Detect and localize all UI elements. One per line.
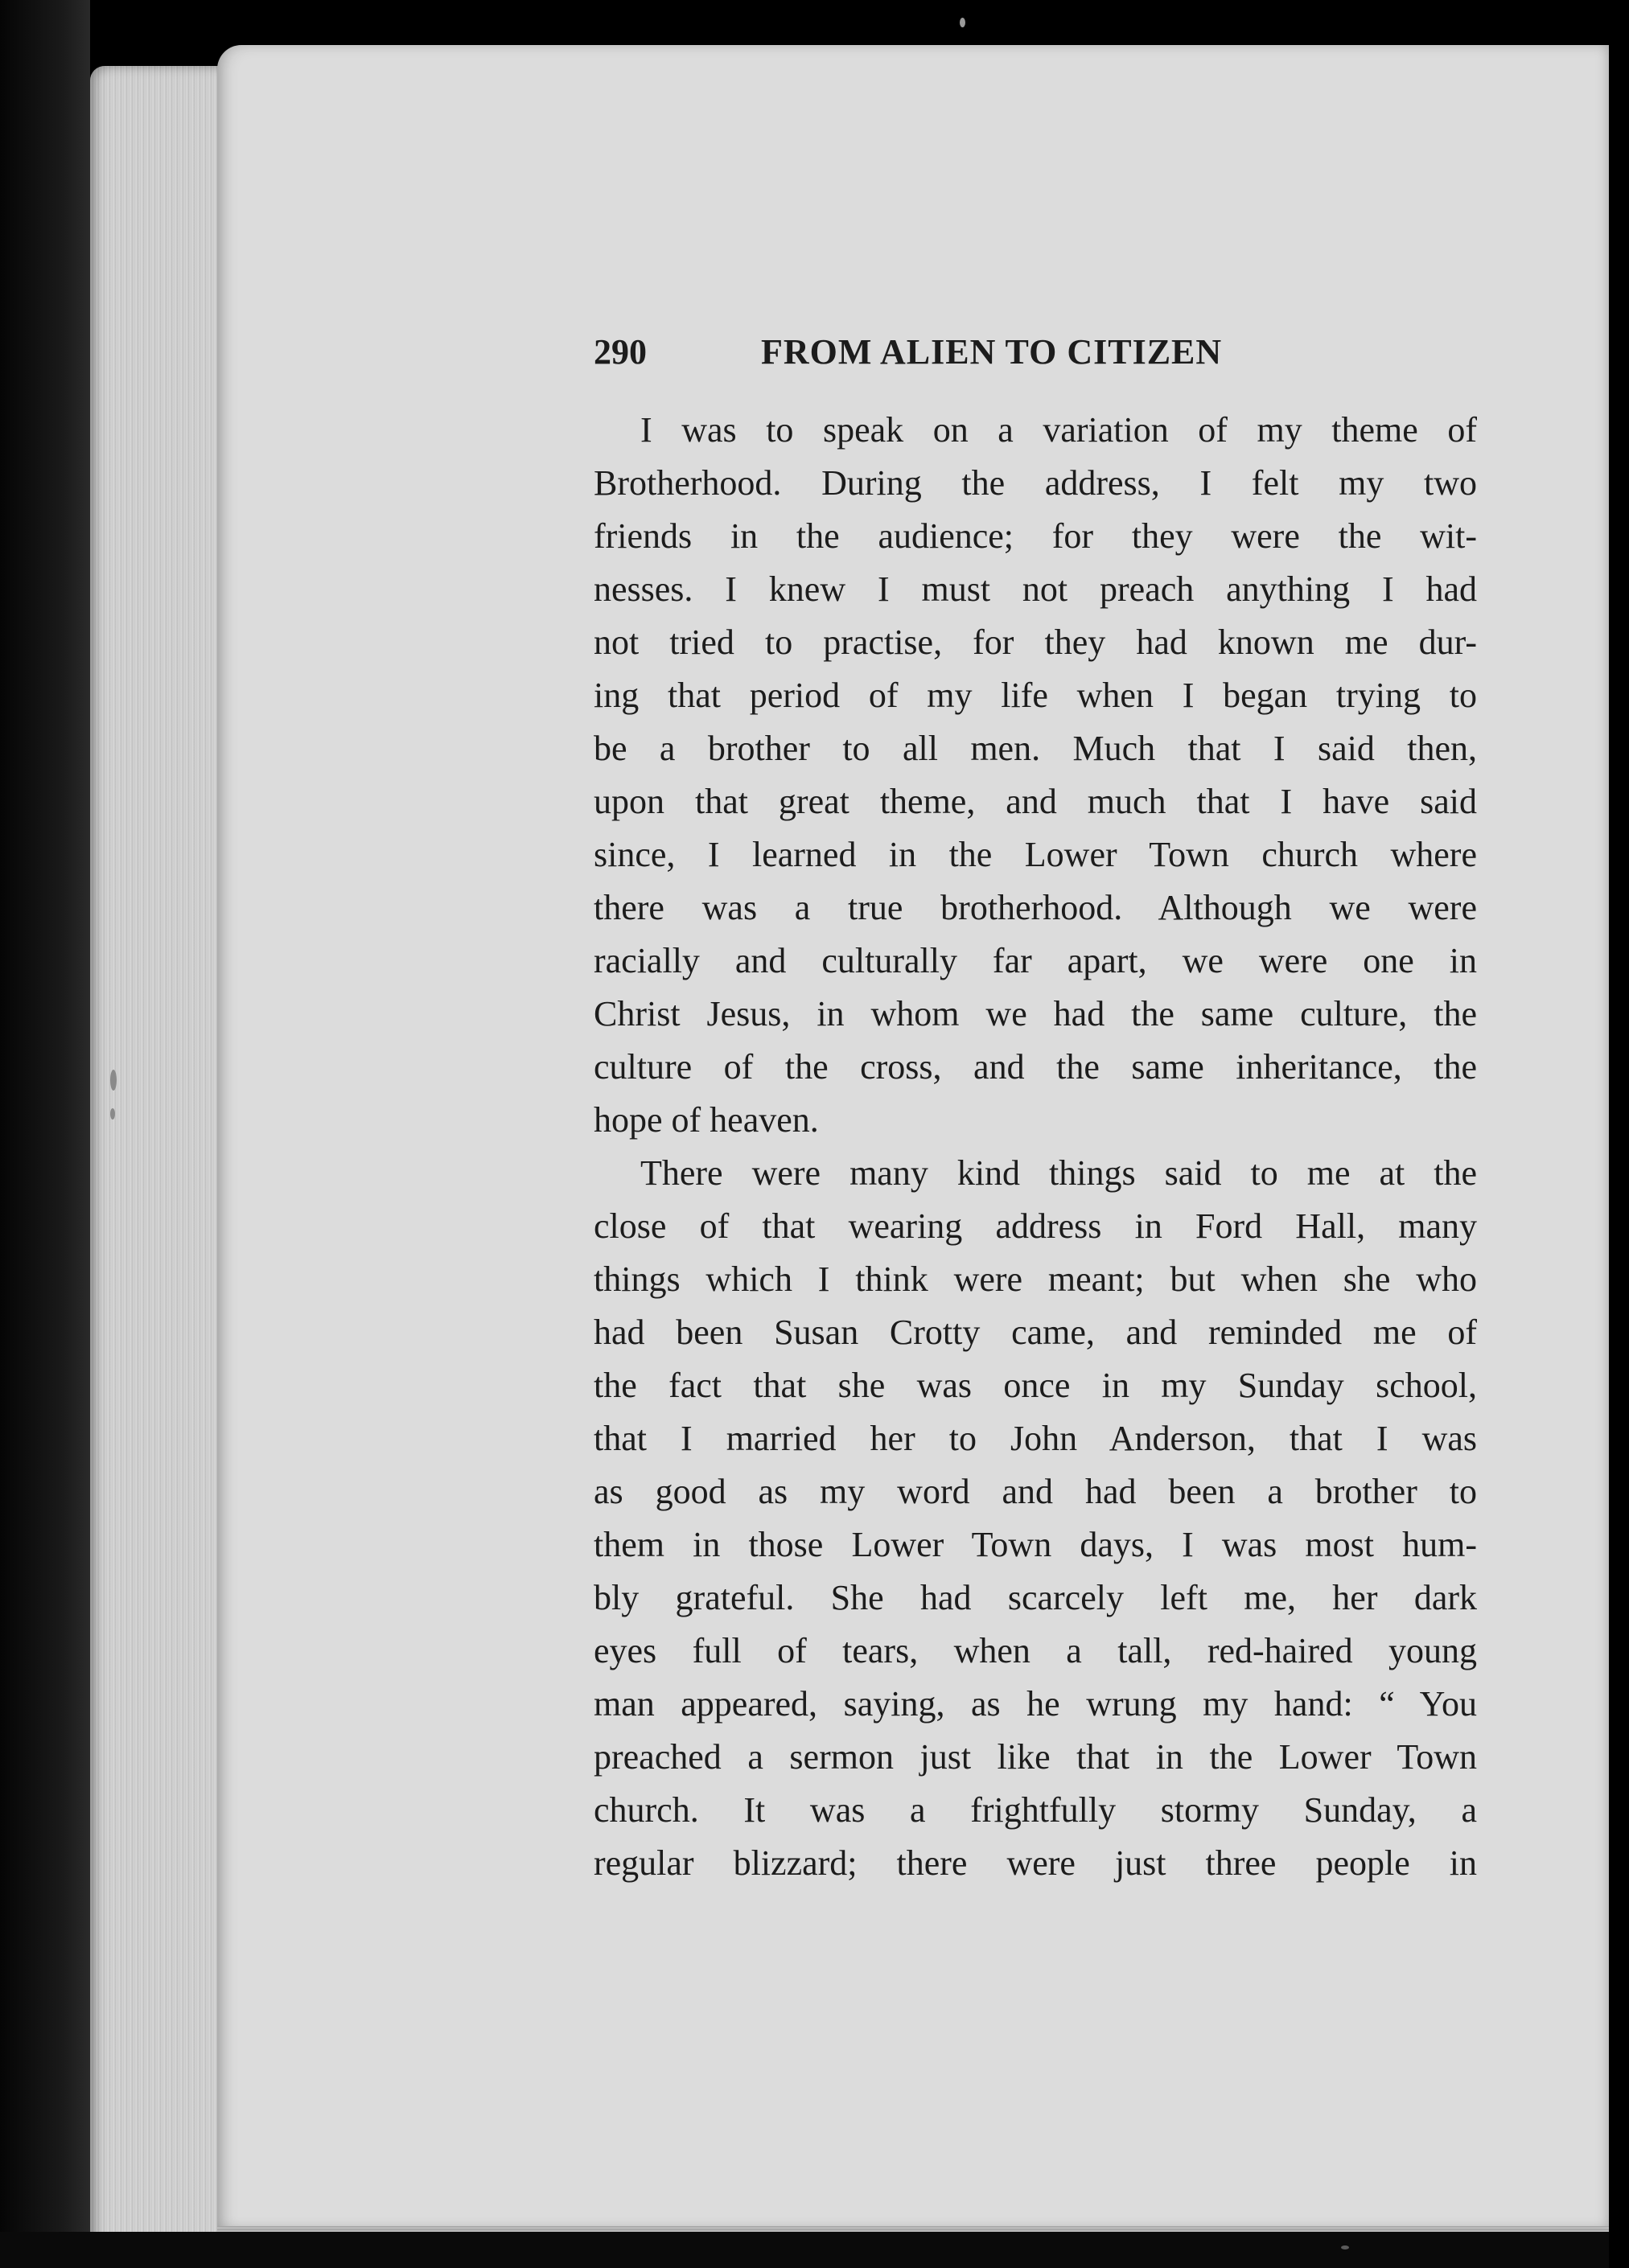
text-line: nesses. I knew I must not preach anything I had <box>594 569 1477 609</box>
text-line: church. It was a frightfully stormy Sunday, a <box>594 1790 1477 1830</box>
scan-right-border <box>1609 0 1629 2268</box>
scan-left-border <box>0 0 90 2268</box>
page-number: 290 <box>594 332 647 372</box>
text-line: as good as my word and had been a brother to <box>594 1472 1477 1511</box>
text-line: I was to speak on a variation of my theme of <box>640 410 1477 450</box>
text-line: Christ Jesus, in whom we had the same culture, the <box>594 994 1477 1033</box>
text-line: preached a sermon just like that in the Lower Town <box>594 1737 1477 1777</box>
text-line: had been Susan Crotty came, and reminded me of <box>594 1313 1477 1352</box>
text-line: since, I learned in the Lower Town church where <box>594 835 1477 874</box>
scan-speck <box>960 18 965 27</box>
text-line: the fact that she was once in my Sunday school, <box>594 1366 1477 1405</box>
page-stack-edge <box>90 66 227 2260</box>
scan-bottom-border <box>0 2232 1629 2268</box>
text-line: Brotherhood. During the address, I felt my two <box>594 463 1477 503</box>
body-text <box>594 404 1477 1890</box>
text-line: be a brother to all men. Much that I said then, <box>594 729 1477 768</box>
text-line: racially and culturally far apart, we were one in <box>594 941 1477 980</box>
running-head-title: FROM ALIEN TO CITIZEN <box>761 332 1223 372</box>
text-line: not tried to practise, for they had known me dur- <box>594 622 1477 662</box>
text-line: eyes full of tears, when a tall, red-haired young <box>594 1631 1477 1670</box>
text-line: friends in the audience; for they were the wit- <box>594 516 1477 556</box>
text-line: upon that great theme, and much that I have said <box>594 782 1477 821</box>
running-header <box>594 331 1477 380</box>
scan-speck <box>110 1108 115 1120</box>
paragraph <box>594 404 1477 1147</box>
scan-speck <box>1341 2245 1349 2250</box>
text-line: them in those Lower Town days, I was most hum- <box>594 1525 1477 1564</box>
text-line: bly grateful. She had scarcely left me, her dark <box>594 1578 1477 1617</box>
text-line: There were many kind things said to me at the <box>640 1153 1477 1193</box>
text-line: regular blizzard; there were just three people in <box>594 1843 1477 1883</box>
scan-speck <box>110 1070 117 1091</box>
text-line: hope of heaven. <box>594 1100 819 1140</box>
text-line: there was a true brotherhood. Although we were <box>594 888 1477 927</box>
text-line: ing that period of my life when I began trying to <box>594 676 1477 715</box>
text-line: things which I think were meant; but when she who <box>594 1259 1477 1299</box>
text-line: culture of the cross, and the same inheritance, the <box>594 1047 1477 1087</box>
text-line: close of that wearing address in Ford Hall, many <box>594 1206 1477 1246</box>
text-line: that I married her to John Anderson, that I was <box>594 1419 1477 1458</box>
text-line: man appeared, saying, as he wrung my hand: “ You <box>594 1684 1477 1724</box>
paragraph <box>594 1147 1477 1890</box>
